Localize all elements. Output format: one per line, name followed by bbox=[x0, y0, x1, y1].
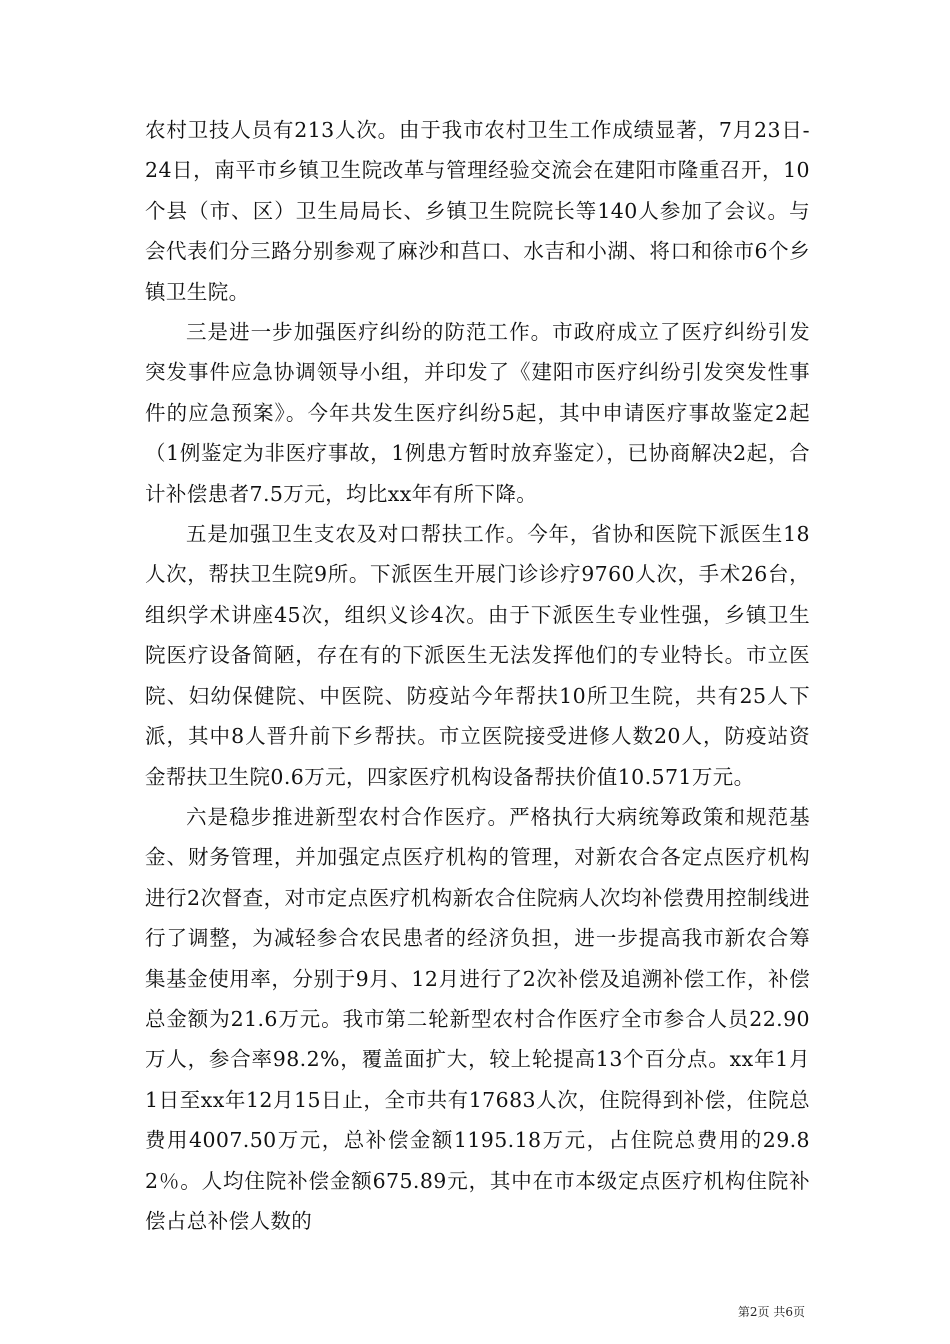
document-body bbox=[145, 110, 810, 1241]
paragraph-4: 六是稳步推进新型农村合作医疗。严格执行大病统筹政策和规范基金、财务管理，并加强定点医疗机构的管理，对新农合各定点医疗机构进行2次督查，对市定点医疗机构新农合住院病人次均补偿费用控制线进行了调整，为减轻参合农民患者的经济负担，进一步提高我市新农合筹集基金使用率，分别于9月、12月进行了2次补偿及追溯补偿工作，补偿总金额为21.6万元。我市第二轮新型农村合作医疗全市参合人员22.90万人，参合率98.2%，覆盖面扩大，较上轮提高13个百分点。xx年1月1日至xx年12月15日止，全市共有17683人次，住院得到补偿，住院总费用4007.50万元，总补偿金额1195.18万元，占住院总费用的29.82％。人均住院补偿金额675.89元，其中在市本级定点医疗机构住院补偿占总补偿人数的 bbox=[145, 804, 810, 1233]
page-number-footer: 第2页 共6页 bbox=[737, 1305, 805, 1319]
paragraph-2: 三是进一步加强医疗纠纷的防范工作。市政府成立了医疗纠纷引发突发事件应急协调领导小组，并印发了《建阳市医疗纠纷引发突发性事件的应急预案》。今年共发生医疗纠纷5起，其中申请医疗事故鉴定2起（1例鉴定为非医疗事故，1例患方暂时放弃鉴定），已协商解决2起，合计补偿患者7.5万元，均比xx年有所下降。 bbox=[145, 320, 810, 506]
paragraph-1: 农村卫技人员有213人次。由于我市农村卫生工作成绩显著，7月23日-24日，南平市乡镇卫生院改革与管理经验交流会在建阳市隆重召开，10个县（市、区）卫生局局长、乡镇卫生院院长等140人参加了会议。与会代表们分三路分别参观了麻沙和莒口、水吉和小湖、将口和徐市6个乡镇卫生院。 bbox=[145, 118, 810, 304]
paragraph-3: 五是加强卫生支农及对口帮扶工作。今年，省协和医院下派医生18人次，帮扶卫生院9所。下派医生开展门诊诊疗9760人次，手术26台，组织学术讲座45次，组织义诊4次。由于下派医生专业性强，乡镇卫生院医疗设备简陋，存在有的下派医生无法发挥他们的专业特长。市立医院、妇幼保健院、中医院、防疫站今年帮扶10所卫生院，共有25人下派，其中8人晋升前下乡帮扶。市立医院接受进修人数20人，防疫站资金帮扶卫生院0.6万元，四家医疗机构设备帮扶价值10.571万元。 bbox=[145, 522, 810, 789]
